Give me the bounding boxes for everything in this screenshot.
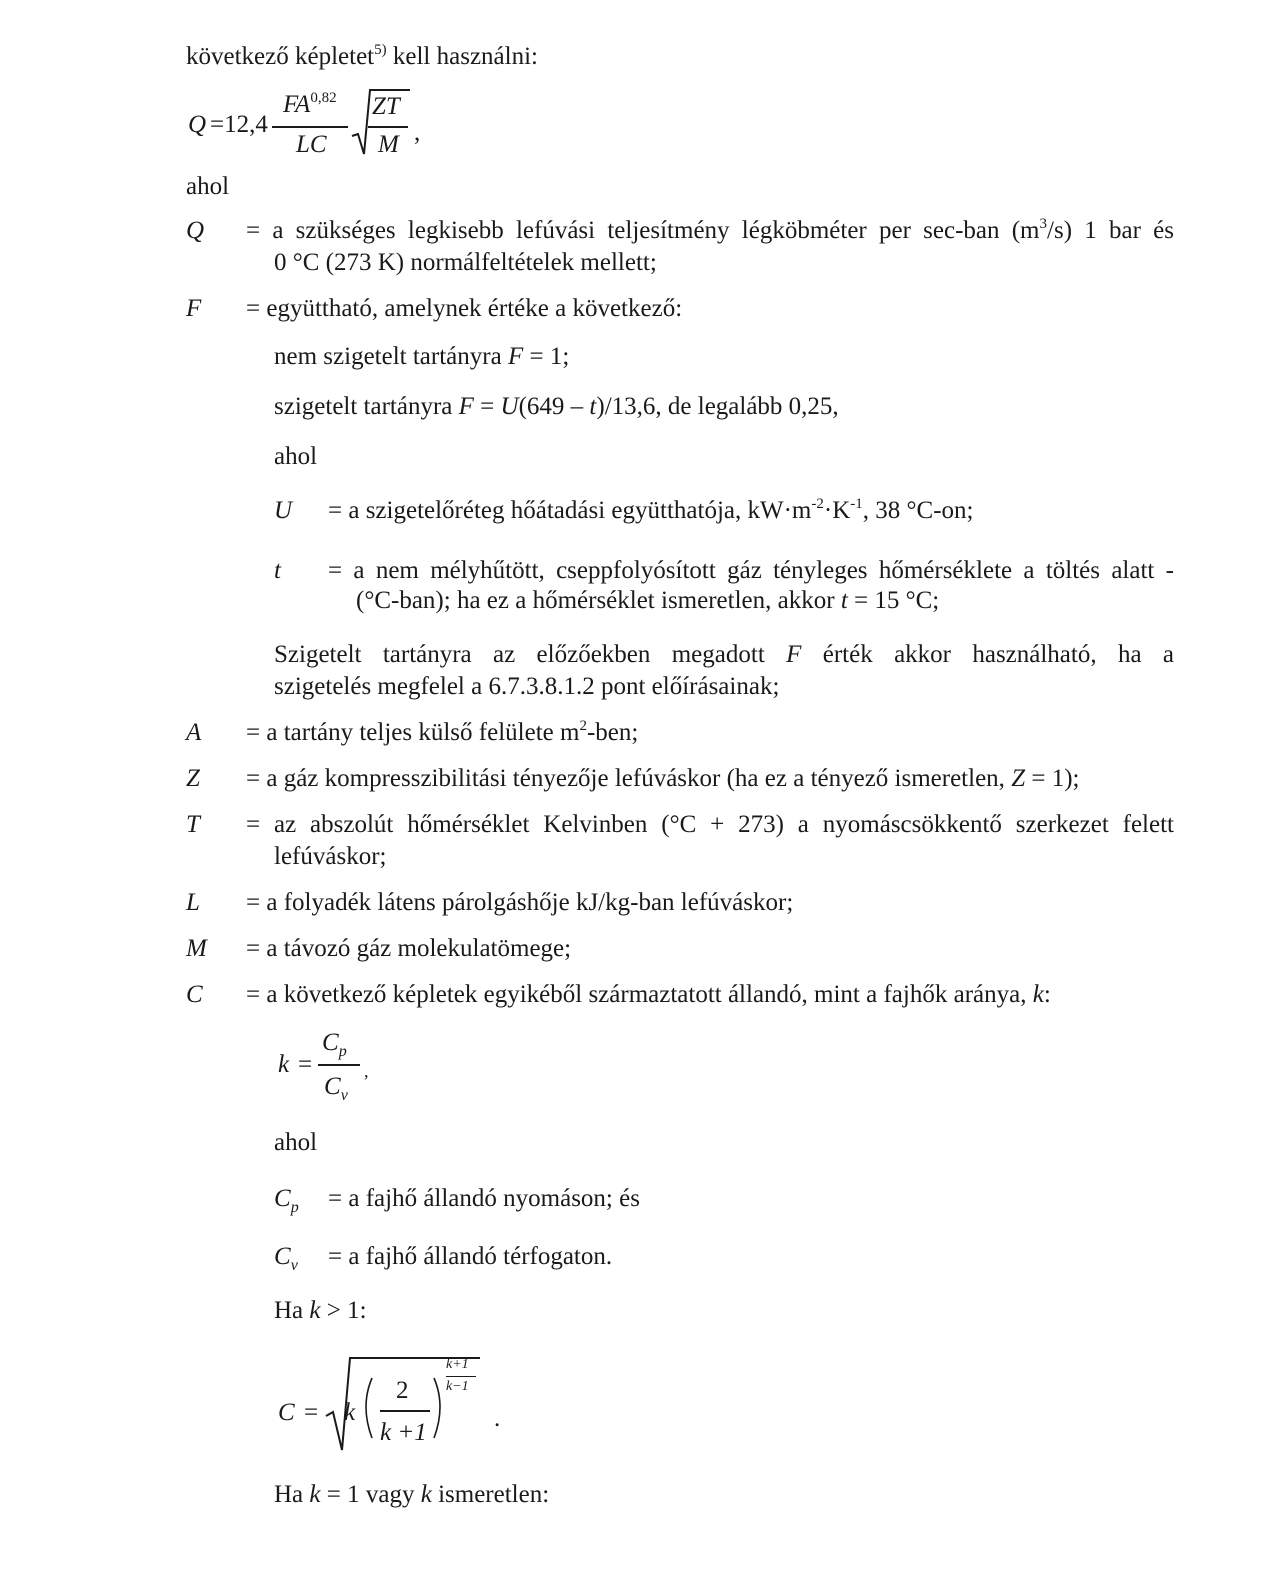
- def-text: [246, 764, 1079, 794]
- text: :: [1043, 981, 1051, 1008]
- root-denominator: M: [378, 131, 399, 158]
- superscript: -2: [811, 496, 824, 512]
- formula-c-dot: .: [494, 1405, 501, 1432]
- formula-c-k: k: [344, 1399, 356, 1426]
- text: =: [473, 393, 501, 420]
- symbol: C: [274, 1185, 291, 1212]
- formula-q-coef: =12,4: [210, 111, 268, 138]
- formula-c-denominator: k +1: [380, 1419, 427, 1446]
- def-symbol: M: [186, 935, 207, 962]
- formula-q-denominator: LC: [296, 131, 327, 158]
- superscript: 3: [1039, 216, 1048, 232]
- subscript: p: [290, 1199, 299, 1216]
- numerator-c: C: [322, 1029, 339, 1056]
- superscript: -1: [850, 496, 863, 512]
- text: = a következő képletek egyikéből származtatott állandó, mint a fajhők aránya,: [246, 981, 1033, 1008]
- formula-c-numerator: 2: [396, 1377, 409, 1404]
- def-symbol: t: [274, 557, 281, 584]
- text: > 1:: [320, 1297, 367, 1324]
- def-text-line1: [246, 216, 1174, 249]
- def-symbol: Q: [186, 217, 205, 244]
- text: szigetelt tartányra: [274, 393, 459, 420]
- text: = 1);: [1025, 765, 1080, 792]
- def-text: = a fajhő állandó nyomáson; és: [328, 1185, 640, 1212]
- text: (°C-ban); ha ez a hőmérséklet ismeretlen, akkor: [356, 587, 841, 614]
- def-text: = a szükséges legkisebb lefúvási teljesítmény légköbméter per sec-ban (m: [246, 217, 1040, 244]
- ahol-label: ahol: [274, 1129, 318, 1156]
- fraction-bar: [272, 126, 348, 128]
- symbol: U: [500, 393, 519, 420]
- text: )/13,6, de legalább 0,25,: [596, 393, 839, 420]
- text: , 38 °C-on;: [862, 497, 974, 524]
- def-text-line1: = a nem mélyhűtött, cseppfolyósított gáz tényleges hőmérséklete a töltés alatt -: [328, 557, 1174, 584]
- def-text: = a fajhő állandó térfogaton.: [328, 1243, 613, 1270]
- condition-k-gt-1: [274, 1296, 367, 1326]
- def-text: = együttható, amelynek értéke a következő:: [246, 295, 683, 322]
- root-numerator: ZT: [372, 93, 400, 120]
- denominator-c: C: [324, 1073, 341, 1100]
- def-text: [246, 718, 638, 751]
- numerator-fa: FA: [283, 91, 311, 118]
- text: = a tartány teljes külső felülete m: [246, 719, 580, 746]
- def-text-line2: [356, 586, 939, 616]
- text: = 15 °C;: [847, 587, 940, 614]
- exponent: 0,82: [310, 90, 337, 106]
- def-symbol: [274, 1242, 298, 1281]
- formula-k-eq: =: [298, 1051, 313, 1078]
- symbol: C: [274, 1243, 291, 1270]
- subscript: v: [290, 1257, 298, 1274]
- text: -ben;: [586, 719, 639, 746]
- def-text-line2: 0 °C (273 K) normálfeltételek mellett;: [274, 249, 657, 276]
- def-text-rest: /s) 1 bar és: [1047, 217, 1174, 244]
- text: = 1;: [523, 343, 570, 370]
- text: ·K: [823, 497, 851, 524]
- def-text: = a folyadék látens párolgáshője kJ/kg-ban lefúváskor;: [246, 889, 794, 916]
- def-symbol: U: [274, 497, 293, 524]
- text: ismeretlen:: [431, 1481, 550, 1508]
- formula-k-comma: ,: [364, 1061, 369, 1081]
- symbol: F: [507, 343, 524, 370]
- ahol-label: ahol: [186, 173, 230, 200]
- def-symbol: [274, 1184, 299, 1223]
- exponent-denominator: k−1: [446, 1379, 469, 1394]
- symbol: k: [1032, 981, 1044, 1008]
- formula-k-lhs: k: [278, 1051, 290, 1078]
- def-text: [246, 980, 1051, 1010]
- subscript: v: [340, 1087, 348, 1104]
- intro-rest: kell használni:: [386, 43, 538, 70]
- text: Szigetelt tartányra az előzőekben megadott: [274, 641, 787, 668]
- formula-q-comma: ,: [414, 119, 421, 146]
- ahol-label: ahol: [274, 443, 318, 470]
- text: Ha: [274, 1481, 310, 1508]
- text: = a gáz kompresszibilitási tényezője lefúváskor (ha ez a tényező ismeretlen,: [246, 765, 1012, 792]
- def-symbol: Z: [186, 765, 200, 792]
- def-symbol: L: [186, 889, 200, 916]
- symbol: k: [420, 1481, 432, 1508]
- formula-q-numerator: [283, 90, 337, 123]
- text: = a szigetelőréteg hőátadási együtthatója, kW·m: [328, 497, 812, 524]
- symbol: F: [458, 393, 474, 420]
- root-fraction-bar: [368, 126, 408, 128]
- def-text: [328, 496, 973, 529]
- def-symbol: A: [186, 719, 202, 746]
- symbol: k: [309, 1297, 321, 1324]
- def-text: = a távozó gáz molekulatömege;: [246, 935, 572, 962]
- intro-line: [186, 42, 538, 75]
- def-symbol: C: [186, 981, 203, 1008]
- symbol: Z: [1011, 765, 1026, 792]
- text: érték akkor használható, ha a: [801, 641, 1174, 668]
- def-symbol: F: [186, 295, 202, 322]
- text: Ha: [274, 1297, 310, 1324]
- def-text-line1: = az abszolút hőmérséklet Kelvinben (°C + 273) a nyomáscsökkentő szerkezet felett: [246, 811, 1174, 838]
- insulated-line: [274, 392, 839, 422]
- def-text-line2: lefúváskor;: [274, 843, 387, 870]
- formula-k-numerator: [322, 1028, 347, 1067]
- noninsulated-line: [274, 342, 569, 372]
- superscript: 2: [579, 718, 587, 734]
- symbol: F: [786, 641, 802, 668]
- condition-k-eq-1: [274, 1480, 549, 1510]
- symbol: t: [840, 587, 848, 614]
- exponent-bar: [446, 1376, 476, 1377]
- symbol: t: [589, 393, 597, 420]
- text: (649 –: [518, 393, 590, 420]
- footnote-ref: 5): [374, 42, 387, 58]
- formula-k-denominator: [324, 1072, 348, 1111]
- fraction-bar: [318, 1064, 360, 1066]
- text: nem szigetelt tartányra: [274, 343, 508, 370]
- exponent-numerator: k+1: [446, 1357, 469, 1372]
- text: = 1 vagy: [320, 1481, 421, 1508]
- subscript: p: [338, 1043, 347, 1060]
- note-line1: [274, 640, 1174, 670]
- intro-text: következő képletet: [186, 43, 375, 70]
- formula-c-eq: =: [304, 1399, 319, 1426]
- note-line2: szigetelés megfelel a 6.7.3.8.1.2 pont előírásainak;: [274, 673, 780, 700]
- fraction-bar: [380, 1410, 430, 1412]
- formula-c-lhs: C: [278, 1399, 295, 1426]
- formula-q-lhs: Q: [188, 111, 207, 138]
- symbol: k: [309, 1481, 321, 1508]
- def-symbol: T: [186, 811, 200, 838]
